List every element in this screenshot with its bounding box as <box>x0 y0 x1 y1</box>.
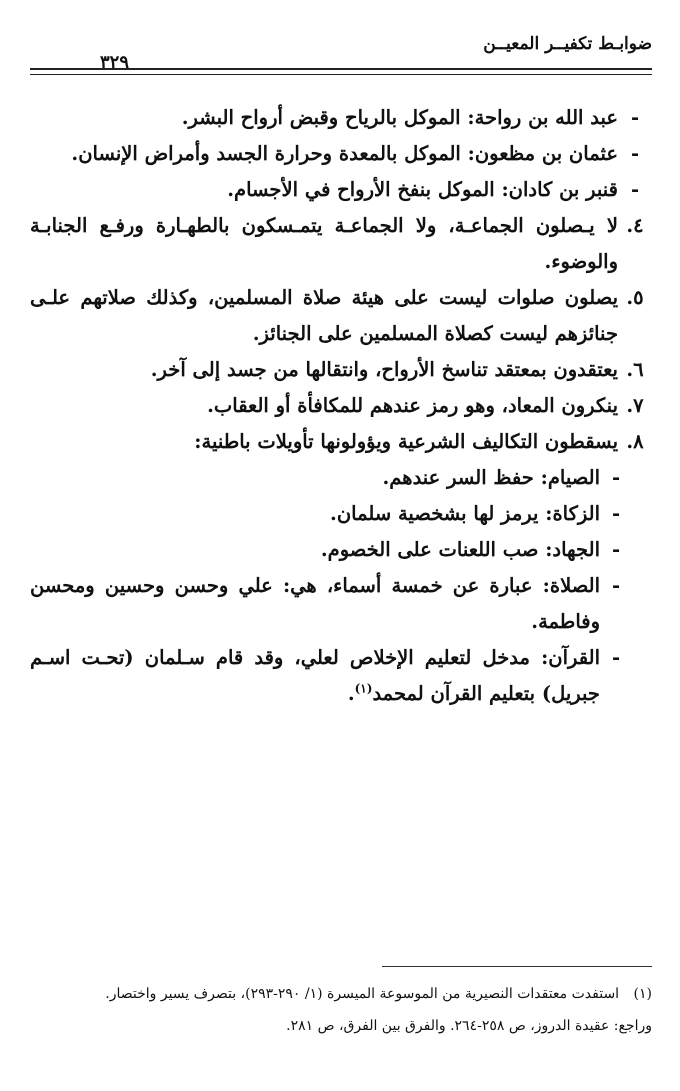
item-number: ٨. <box>626 430 644 453</box>
sub-list-item-text: الصلاة: عبارة عن خمسة أسماء، هي: علي وحسن وحسين ومحسن وفاطمة. <box>30 574 600 633</box>
footnote-continuation <box>30 1010 652 1042</box>
header-rule <box>30 68 652 75</box>
sub-list-item <box>30 532 652 568</box>
item-number: ٥. <box>626 286 644 309</box>
sub-list-item <box>30 568 652 640</box>
closing-period: . <box>347 682 355 705</box>
numbered-item <box>30 352 652 388</box>
list-item <box>30 172 652 208</box>
list-dash: - <box>611 466 621 489</box>
item-number: ٦. <box>626 358 644 381</box>
footnote-reference[interactable]: (١) <box>354 681 373 696</box>
quran-item-text: القرآن: مدخل لتعليم الإخلاص لعلي، وقد قام سـلمان (تحـت اسـم جبريل) بتعليم القرآن لمحمد <box>30 646 600 705</box>
list-dash: - <box>611 574 621 597</box>
list-item-text: عثمان بن مظعون: الموكل بالمعدة وحرارة الجسد وأمراض الإنسان. <box>71 142 618 165</box>
list-dash: - <box>630 106 640 129</box>
page-number: ٣٢٩ <box>100 52 130 73</box>
list-dash: - <box>611 502 621 525</box>
sub-list-item-text <box>30 640 600 712</box>
running-title: ضوابـط تكفيــر المعيــن <box>483 34 652 54</box>
sub-list-item <box>30 460 652 496</box>
list-dash: - <box>611 646 621 669</box>
list-item-text: قنبر بن كادان: الموكل بنفخ الأرواح في الأجسام. <box>227 178 618 201</box>
footnote <box>30 978 652 1010</box>
list-dash: - <box>630 178 640 201</box>
main-text <box>30 100 652 712</box>
page-header <box>30 34 652 74</box>
numbered-item-text: يسقطون التكاليف الشرعية ويؤولونها تأويلات باطنية: <box>194 430 618 453</box>
list-item <box>30 100 652 136</box>
numbered-item-text: لا يـصلون الجماعـة، ولا الجماعـة يتمـسكون بالطهـارة ورفـع الجنابـة والوضوء. <box>30 214 618 273</box>
numbered-item-text: يعتقدون بمعتقد تناسخ الأرواح، وانتقالها من جسد إلى آخر. <box>150 358 618 381</box>
footnote-text: استفدت معتقدات النصيرية من الموسوعة الميسرة (١/ ٢٩٠-٢٩٣)، بتصرف يسير واختصار. <box>105 986 620 1002</box>
numbered-item-text: ينكرون المعاد، وهو رمز عندهم للمكافأة أو العقاب. <box>207 394 618 417</box>
sub-list-item-text: الزكاة: يرمز لها بشخصية سلمان. <box>330 502 600 525</box>
numbered-item <box>30 388 652 424</box>
sub-list-item <box>30 640 652 712</box>
footnotes <box>30 978 652 1042</box>
numbered-item <box>30 208 652 280</box>
list-dash: - <box>611 538 621 561</box>
footnote-text: وراجع: عقيدة الدروز، ص ٢٥٨-٢٦٤. والفرق بين الفرق، ص ٢٨١. <box>286 1018 652 1034</box>
numbered-item <box>30 424 652 460</box>
footnote-number: (١) <box>633 986 652 1002</box>
sub-list-item-text: الصيام: حفظ السر عندهم. <box>382 466 600 489</box>
numbered-item <box>30 280 652 352</box>
sub-list-item-text: الجهاد: صب اللعنات على الخصوم. <box>320 538 600 561</box>
item-number: ٤. <box>626 214 644 237</box>
list-dash: - <box>630 142 640 165</box>
item-number: ٧. <box>626 394 644 417</box>
footnote-separator <box>382 966 652 967</box>
sub-list-item <box>30 496 652 532</box>
numbered-item-text: يصلون صلوات ليست على هيئة صلاة المسلمين، وكذلك صلاتهم علـى جنائزهم ليست كصلاة المسلمين على الجنائز. <box>30 286 618 345</box>
list-item-text: عبد الله بن رواحة: الموكل بالرياح وقبض أرواح البشر. <box>181 106 618 129</box>
list-item <box>30 136 652 172</box>
